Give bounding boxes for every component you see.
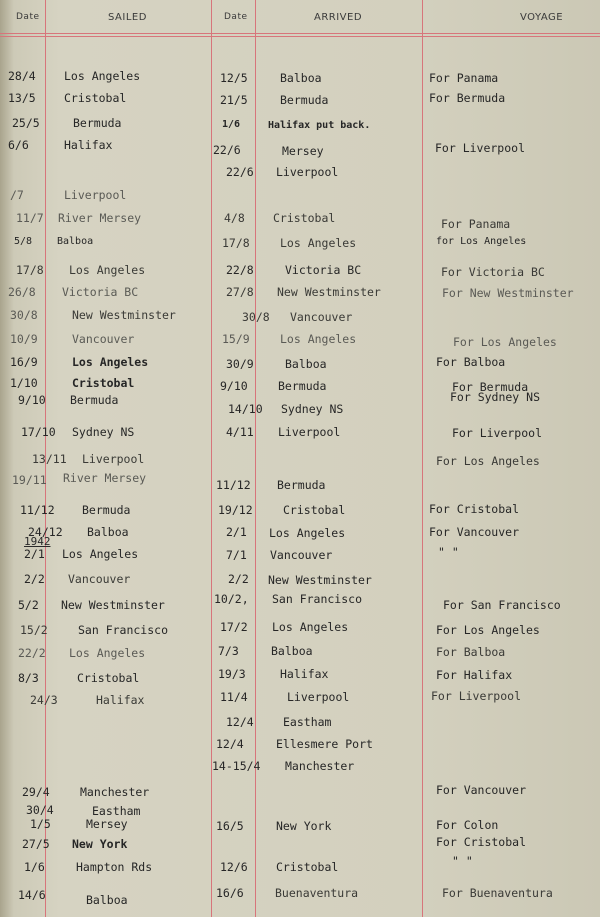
row-15-arrived-date: 14/10 xyxy=(228,402,263,416)
row-4-sailed-date: 6/6 xyxy=(8,138,29,152)
row-28-arrived-port: Eastham xyxy=(283,715,332,729)
row-1-voyage: For Panama xyxy=(429,71,499,85)
row-33-arrived-date: 16/5 xyxy=(216,819,244,833)
year-note: 1942 xyxy=(24,535,51,548)
row-1-sailed-date: 28/4 xyxy=(8,69,36,83)
row-16-arrived-port: Liverpool xyxy=(278,425,341,439)
row-26-voyage: For Halifax xyxy=(436,668,513,682)
row-8-voyage: for Los Angeles xyxy=(436,236,527,247)
row-3-sailed-date: 25/5 xyxy=(12,116,40,130)
row-22-arrived-date: 2/2 xyxy=(228,572,249,586)
row-10-arrived-port: New Westminster xyxy=(277,285,381,299)
row-33-voyage: For Colon xyxy=(436,818,499,832)
row-4-arrived-date: 22/6 xyxy=(213,143,241,157)
row-18-arrived-port: Bermuda xyxy=(277,478,326,492)
row-18-sailed-date: 19/11 xyxy=(12,473,47,487)
row-1-sailed-port: Los Angeles xyxy=(64,69,141,83)
row-12-sailed-port: Vancouver xyxy=(72,332,135,346)
row-36-arrived-date: 16/6 xyxy=(216,886,244,900)
row-13-sailed-date: 16/9 xyxy=(10,355,38,369)
row-8-sailed-date: 5/8 xyxy=(14,236,33,247)
row-3-arrived-date: 1/6 xyxy=(222,119,241,130)
row-25-sailed-port: Los Angeles xyxy=(69,646,146,660)
row-10-sailed-port: Victoria BC xyxy=(62,285,139,299)
row-9-sailed-port: Los Angeles xyxy=(69,263,146,277)
header-date-sailed: Date xyxy=(16,12,40,22)
row-19-sailed-date: 11/12 xyxy=(20,503,55,517)
header-rule-bottom xyxy=(0,36,600,37)
row-33-sailed-port: Mersey xyxy=(86,817,128,831)
row-31-sailed-date: 29/4 xyxy=(22,785,50,799)
row-29-arrived-port: Ellesmere Port xyxy=(276,737,373,751)
row-32-sailed-port: Eastham xyxy=(92,804,141,818)
row-13-sailed-port: Los Angeles xyxy=(72,355,149,369)
row-8-arrived-port: Los Angeles xyxy=(280,236,357,250)
row-2-sailed-date: 13/5 xyxy=(8,91,36,105)
row-15-sailed-date: 9/10 xyxy=(18,393,46,407)
row-23-voyage: For San Francisco xyxy=(443,598,561,612)
row-9-voyage: For Victoria BC xyxy=(441,265,545,279)
row-5-arrived-port: Liverpool xyxy=(276,165,339,179)
row-7-arrived-port: Cristobal xyxy=(273,211,336,225)
row-24-arrived-port: Los Angeles xyxy=(272,620,349,634)
row-2-voyage: For Bermuda xyxy=(429,91,506,105)
row-33-sailed-date: 1/5 xyxy=(30,817,51,831)
row-14-arrived-date: 9/10 xyxy=(220,379,248,393)
header-rule-top xyxy=(0,33,600,34)
row-1-arrived-port: Balboa xyxy=(280,71,322,85)
row-2-arrived-port: Bermuda xyxy=(280,93,329,107)
row-31-voyage: For Vancouver xyxy=(436,783,527,797)
row-14-arrived-port: Bermuda xyxy=(278,379,327,393)
row-32-sailed-date: 30/4 xyxy=(26,803,54,817)
row-16-sailed-date: 17/10 xyxy=(21,425,56,439)
row-5-arrived-date: 22/6 xyxy=(226,165,254,179)
row-4-arrived-port: Mersey xyxy=(282,144,324,158)
row-28-arrived-date: 12/4 xyxy=(226,715,254,729)
row-24-voyage: For Los Angeles xyxy=(436,623,540,637)
row-14-voyage: For Bermuda xyxy=(452,380,529,394)
row-26-sailed-date: 8/3 xyxy=(18,671,39,685)
row-21-arrived-port: Vancouver xyxy=(270,548,333,562)
row-24-sailed-date: 15/2 xyxy=(20,623,48,637)
row-30-arrived-date: 14-15/4 xyxy=(212,759,261,773)
row-19-sailed-port: Bermuda xyxy=(82,503,131,517)
row-17-sailed-date: 13/11 xyxy=(32,452,67,466)
row-35-sailed-port: Hampton Rds xyxy=(76,860,153,874)
row-33-arrived-port: New York xyxy=(276,819,332,833)
row-26-arrived-port: Halifax xyxy=(280,667,329,681)
row-10-arrived-date: 27/8 xyxy=(226,285,254,299)
header-arrived: ARRIVED xyxy=(314,12,363,23)
row-17-voyage: For Los Angeles xyxy=(436,454,540,468)
row-9-arrived-port: Victoria BC xyxy=(285,263,362,277)
header-voyage: VOYAGE xyxy=(520,12,564,23)
row-27-arrived-port: Liverpool xyxy=(287,690,350,704)
row-36-voyage: For Buenaventura xyxy=(442,886,553,900)
row-25-arrived-date: 7/3 xyxy=(218,644,239,658)
row-36-sailed-port: Balboa xyxy=(86,893,128,907)
header-date-arrived: Date xyxy=(224,12,248,22)
column-divider-voyage xyxy=(422,0,423,917)
row-19-voyage: For Cristobal xyxy=(429,502,520,516)
row-15-voyage: For Sydney NS xyxy=(450,390,541,404)
row-22-arrived-port: New Westminster xyxy=(268,573,372,587)
row-4-sailed-port: Halifax xyxy=(64,138,113,152)
row-12-arrived-port: Los Angeles xyxy=(280,332,357,346)
row-14-sailed-port: Cristobal xyxy=(72,376,135,390)
row-4-voyage: For Liverpool xyxy=(435,141,526,155)
row-10-sailed-date: 26/8 xyxy=(8,285,36,299)
row-11-arrived-port: Vancouver xyxy=(290,310,353,324)
row-3-arrived-port: Halifax put back. xyxy=(268,120,371,131)
row-12-voyage: For Los Angeles xyxy=(453,335,557,349)
row-21-sailed-date: 2/1 xyxy=(24,547,45,561)
row-35-voyage: " " xyxy=(452,854,473,868)
column-divider-date-arrived xyxy=(255,0,256,917)
row-34-sailed-date: 27/5 xyxy=(22,837,50,851)
row-34-voyage: For Cristobal xyxy=(436,835,527,849)
row-25-sailed-date: 22/2 xyxy=(18,646,46,660)
row-18-arrived-date: 11/12 xyxy=(216,478,251,492)
row-16-arrived-date: 4/11 xyxy=(226,425,254,439)
row-26-arrived-date: 19/3 xyxy=(218,667,246,681)
row-3-sailed-port: Bermuda xyxy=(73,116,122,130)
row-29-arrived-date: 12/4 xyxy=(216,737,244,751)
header-sailed: SAILED xyxy=(108,12,147,23)
row-8-sailed-port: Balboa xyxy=(57,236,94,247)
row-7-arrived-date: 4/8 xyxy=(224,211,245,225)
row-8-arrived-date: 17/8 xyxy=(222,236,250,250)
row-21-sailed-port: Los Angeles xyxy=(62,547,139,561)
row-6-sailed-port: Liverpool xyxy=(64,188,127,202)
row-9-sailed-date: 17/8 xyxy=(16,263,44,277)
row-11-arrived-date: 30/8 xyxy=(242,310,270,324)
column-divider-sailed xyxy=(211,0,212,917)
row-23-sailed-date: 5/2 xyxy=(18,598,39,612)
row-13-voyage: For Balboa xyxy=(436,355,506,369)
row-22-sailed-date: 2/2 xyxy=(24,572,45,586)
row-14-sailed-date: 1/10 xyxy=(10,376,38,390)
row-23-sailed-port: New Westminster xyxy=(61,598,165,612)
row-27-sailed-date: 24/3 xyxy=(30,693,58,707)
row-20-sailed-date: 24/12 xyxy=(28,525,63,539)
row-10-voyage: For New Westminster xyxy=(442,286,574,300)
row-11-sailed-port: New Westminster xyxy=(72,308,176,322)
row-2-arrived-date: 21/5 xyxy=(220,93,248,107)
row-35-arrived-date: 12/6 xyxy=(220,860,248,874)
row-19-arrived-port: Cristobal xyxy=(283,503,346,517)
row-27-sailed-port: Halifax xyxy=(96,693,145,707)
row-27-arrived-date: 11/4 xyxy=(220,690,248,704)
row-23-arrived-date: 10/2, xyxy=(214,592,249,606)
row-15-arrived-port: Sydney NS xyxy=(281,402,344,416)
row-12-sailed-date: 10/9 xyxy=(10,332,38,346)
row-7-voyage: For Panama xyxy=(441,217,511,231)
row-30-arrived-port: Manchester xyxy=(285,759,355,773)
row-17-sailed-port: Liverpool xyxy=(82,452,145,466)
row-11-sailed-date: 30/8 xyxy=(10,308,38,322)
row-6-sailed-date: /7 xyxy=(10,188,24,202)
row-21-voyage: " " xyxy=(438,545,459,559)
row-12-arrived-date: 15/9 xyxy=(222,332,250,346)
row-18-sailed-port: River Mersey xyxy=(63,471,147,485)
row-35-arrived-port: Cristobal xyxy=(276,860,339,874)
row-16-voyage: For Liverpool xyxy=(452,426,543,440)
row-24-sailed-port: San Francisco xyxy=(78,623,169,637)
row-27-voyage: For Liverpool xyxy=(431,689,522,703)
row-1-arrived-date: 12/5 xyxy=(220,71,248,85)
row-34-sailed-port: New York xyxy=(72,837,128,851)
row-24-arrived-date: 17/2 xyxy=(220,620,248,634)
row-9-arrived-date: 22/8 xyxy=(226,263,254,277)
row-20-arrived-date: 2/1 xyxy=(226,525,247,539)
row-26-sailed-port: Cristobal xyxy=(77,671,140,685)
row-13-arrived-date: 30/9 xyxy=(226,357,254,371)
row-16-sailed-port: Sydney NS xyxy=(72,425,135,439)
row-36-arrived-port: Buenaventura xyxy=(275,886,359,900)
row-25-arrived-port: Balboa xyxy=(271,644,313,658)
row-22-sailed-port: Vancouver xyxy=(68,572,131,586)
row-20-voyage: For Vancouver xyxy=(429,525,520,539)
row-15-sailed-port: Bermuda xyxy=(70,393,119,407)
row-7-sailed-port: River Mersey xyxy=(58,211,142,225)
row-13-arrived-port: Balboa xyxy=(285,357,327,371)
row-25-voyage: For Balboa xyxy=(436,645,506,659)
row-2-sailed-port: Cristobal xyxy=(64,91,127,105)
row-35-sailed-date: 1/6 xyxy=(24,860,45,874)
row-7-sailed-date: 11/7 xyxy=(16,211,44,225)
row-20-arrived-port: Los Angeles xyxy=(269,526,346,540)
row-36-sailed-date: 14/6 xyxy=(18,888,46,902)
row-20-sailed-port: Balboa xyxy=(87,525,129,539)
row-19-arrived-date: 19/12 xyxy=(218,503,253,517)
row-21-arrived-date: 7/1 xyxy=(226,548,247,562)
row-31-sailed-port: Manchester xyxy=(80,785,150,799)
row-23-arrived-port: San Francisco xyxy=(272,592,363,606)
